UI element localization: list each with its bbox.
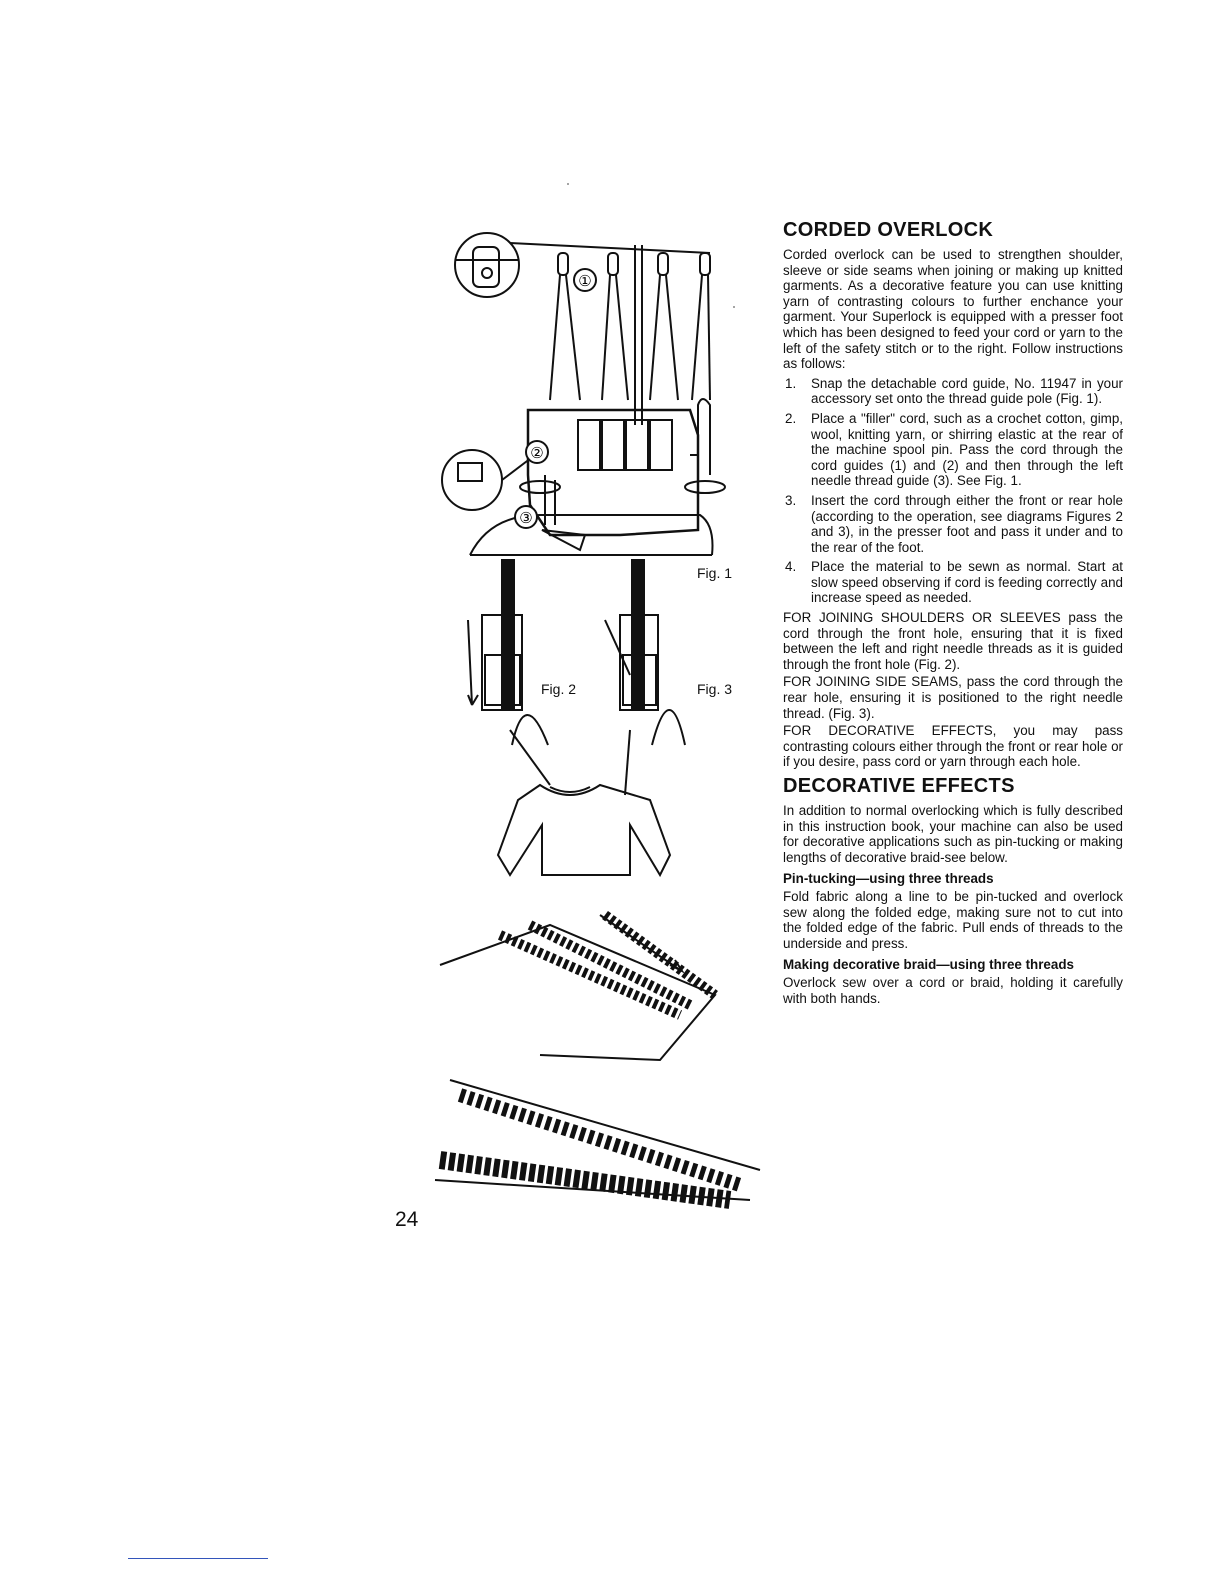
fig3-label: Fig. 3 [697, 681, 733, 697]
scan-speck [567, 183, 569, 185]
decorative-effects-intro: In addition to normal overlocking which is fully described in this instruction book, your machine can also be used for decorative applications such as pin-tucking or making lengths of decorative braid-see below. [783, 803, 1123, 865]
callout-1: ① [578, 272, 592, 290]
fig3-presser-foot [605, 560, 685, 745]
corded-overlock-steps [783, 376, 1123, 606]
fig2-presser-foot [468, 560, 548, 745]
step-item: 3. Insert the cord through either the front or rear hole (according to the operation, see diagrams Figures 2 and 3), in the presser foot and pass it under and to the rear of the foot. [785, 492, 1123, 555]
page-number: 24 [395, 1208, 419, 1231]
braid-text: Overlock sew over a cord or braid, holding it carefully with both hands. [783, 974, 1123, 1006]
braid-illustration [435, 1080, 760, 1200]
side-seams-paragraph: FOR JOINING SIDE SEAMS, pass the cord through the rear hole, ensuring it is positioned to the right needle thread. (Fig. 3). [783, 674, 1123, 721]
step-item: 2. Place a "filler" cord, such as a crochet cotton, gimp, wool, knitting yarn, or shirring elastic at the rear of the machine spool pin. Pass the cord through the cord guides (1) and (2) and then through the left needle thread guide (3). See Fig. 1. [785, 410, 1123, 489]
decorative-effects-heading: DECORATIVE EFFECTS [783, 775, 1015, 797]
text-column [783, 218, 1123, 1010]
footer-rule [128, 1558, 268, 1559]
callout-3: ③ [519, 509, 533, 527]
corded-overlock-heading: CORDED OVERLOCK [783, 219, 994, 241]
illustrations [430, 225, 770, 1215]
pin-tucking-heading: Pin-tucking—using three threads [783, 871, 994, 887]
decorative-paragraph: FOR DECORATIVE EFFECTS, you may pass contrasting colours either through the front or rear hole or if you desire, pass cord or yarn through each hole. [783, 723, 1123, 770]
pin-tucking-text: Fold fabric along a line to be pin-tucked and overlock sew along the folded edge, making sure not to cut into the folded edge of the fabric. Pull ends of threads to the underside and press. [783, 888, 1123, 951]
pin-tucking-illustration [440, 915, 715, 1060]
fig2-label: Fig. 2 [541, 681, 577, 697]
corded-overlock-intro: Corded overlock can be used to strengthen shoulder, sleeve or side seams when joining or making up knitted garments. As a decorative feature you can use knitting yarn of contrasting colours to further enchance your garment. Your Superlock is equipped with a presser foot which has been designed to feed your cord or yarn to the left of the safety stitch or to the right. Follow instructions as follows: [783, 247, 1123, 372]
braid-heading: Making decorative braid—using three threads [783, 957, 1074, 973]
shoulders-paragraph: FOR JOINING SHOULDERS OR SLEEVES pass the cord through the front hole, ensuring that it is fixed between the left and right needle threads as it is guided through the front hole (Fig. 2). [783, 610, 1123, 672]
scan-speck [733, 306, 735, 308]
step-item: 4. Place the material to be sewn as normal. Start at slow speed observing if cord is feeding correctly and increase speed as needed. [785, 559, 1123, 606]
callout-2: ② [530, 444, 544, 462]
fig1-label: Fig. 1 [697, 565, 733, 581]
step-item: 1. Snap the detachable cord guide, No. 11947 in your accessory set onto the thread guide pole (Fig. 1). [785, 375, 1123, 407]
sweater-illustration [498, 730, 670, 875]
